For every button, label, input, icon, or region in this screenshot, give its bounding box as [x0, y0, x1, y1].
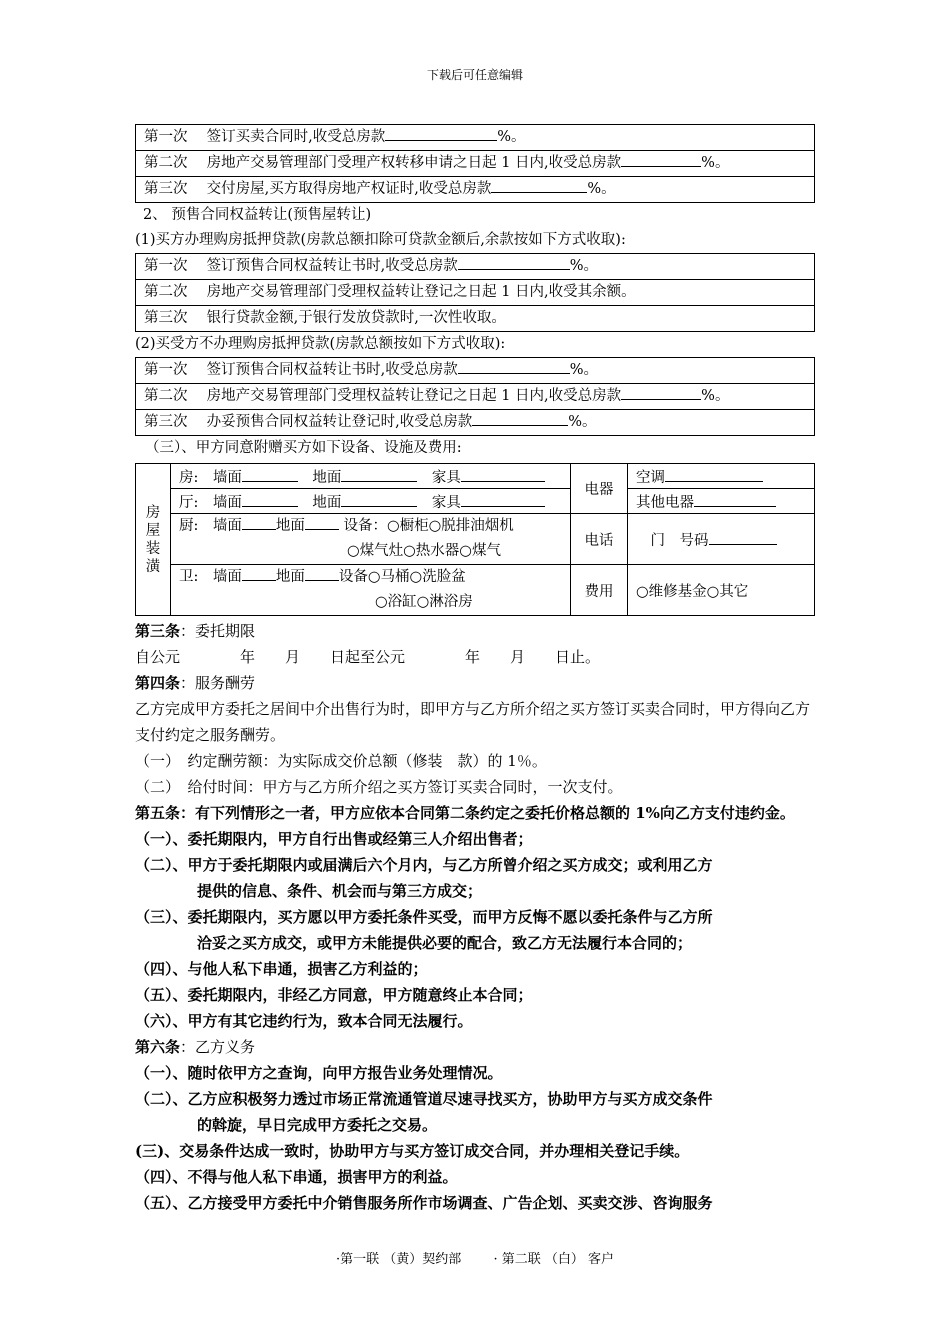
article-6: 第六条：乙方义务: [135, 1038, 256, 1056]
article-3-period: 自公元 年 月 日起至公元 年 月 日止。: [135, 648, 601, 666]
list-item: （四）、不得与他人私下串通，损害甲方的利益。: [135, 1168, 458, 1186]
table-row: 第三次 办妥预售合同权益转让登记时,收受总房款 %。: [136, 410, 815, 436]
row-label: 第三次: [144, 181, 188, 197]
blank-field[interactable]: [694, 491, 776, 507]
phone-cell: 门 号码: [628, 514, 815, 565]
other-appliance-cell: 其他电器: [628, 489, 815, 514]
contract-body: [135, 124, 815, 1216]
table-row: 第二次 房地产交易管理部门受理权益转让登记之日起 1 日内,收受其余额。: [136, 280, 815, 306]
blank-field[interactable]: [472, 410, 568, 426]
list-item: （五）、乙方接受甲方委托中介销售服务所作市场调查、广告企划、买卖交涉、咨询服务: [135, 1194, 713, 1212]
list-item: (三)、交易条件达成一致时，协助甲方与买方签订成交合同，并办理相关登记手续。: [135, 1142, 690, 1160]
blank-field[interactable]: [461, 466, 545, 482]
blank-field[interactable]: [242, 466, 298, 482]
table-row: 第二次 房地产交易管理部门受理权益转让登记之日起 1 日内,收受总房款 %。: [136, 384, 815, 410]
blank-field[interactable]: [305, 514, 339, 530]
blank-field[interactable]: [341, 491, 417, 507]
subsection-title: (1)买方办理购房抵押贷款(房款总额扣除可贷款金额后,余款按如下方式收取):: [135, 232, 626, 248]
list-item: （六）、甲方有其它违约行为，致本合同无法履行。: [135, 1012, 473, 1030]
row-label: 第一次: [144, 129, 188, 145]
blank-field[interactable]: [385, 125, 497, 141]
payment-table-3: [135, 357, 815, 436]
payment-table-2: [135, 253, 815, 332]
aircon-cell: 空调: [628, 464, 815, 489]
ting-row: 厅: 墙面 地面 家具: [171, 489, 571, 514]
article-5-list: [135, 826, 815, 1034]
blank-field[interactable]: [242, 565, 276, 581]
list-item: （一）、随时依甲方之查询，向甲方报告业务处理情况。: [135, 1064, 503, 1082]
article-5-title: 第五条：有下列情形之一者，甲方应依本合同第二条约定之委托价格总额的 1%向乙方支付违约金。: [135, 804, 795, 822]
list-item: （三）、委托期限内，买方愿以甲方委托条件买受，而甲方反悔不愿以委托条件与乙方所: [135, 908, 713, 926]
footer-left: ·第一联 （黄）契约部: [336, 1252, 462, 1267]
table-row: 第一次 签订买卖合同时,收受总房款 %。: [136, 125, 815, 151]
section-title: 2、 预售合同权益转让(预售屋转让): [143, 207, 372, 223]
list-item: （一）、委托期限内，甲方自行出售或经第三人介绍出售者；: [135, 830, 533, 848]
blank-field[interactable]: [461, 491, 545, 507]
table-row: 第二次 房地产交易管理部门受理产权转移申请之日起 1 日内,收受总房款 %。: [136, 151, 815, 177]
chu-row: 厨: 墙面 地面 设备：○橱柜○脱排油烟机 ○煤气灶○热水器○煤气: [171, 514, 571, 565]
fee-label: 费用: [571, 565, 628, 616]
page-header: 下载后可任意编辑: [426, 68, 523, 82]
list-item-continuation: 洽妥之买方成交，或甲方未能提供必要的配合，致乙方无法履行本合同的；: [197, 934, 693, 952]
decoration-table: [135, 463, 815, 616]
blank-field[interactable]: [621, 151, 701, 167]
table-row: 第一次 签订预售合同权益转让书时,收受总房款 %。: [136, 254, 815, 280]
blank-field[interactable]: [458, 254, 570, 270]
list-item-continuation: 提供的信息、条件、机会而与第三方成交；: [197, 882, 483, 900]
article-3: 第三条：委托期限: [135, 622, 256, 640]
list-item: （二）、乙方应积极努力透过市场正常流通管道尽速寻找买方，协助甲方与买方成交条件: [135, 1090, 713, 1108]
fee-options: ○维修基金○其它: [628, 565, 815, 616]
appliance-label: 电器: [571, 464, 628, 514]
blank-field[interactable]: [341, 466, 417, 482]
list-item: （二）、甲方于委托期限内或届满后六个月内，与乙方所曾介绍之买方成交；或利用乙方: [135, 856, 713, 874]
article-4-item: （二） 给付时间：甲方与乙方所介绍之买方签订买卖合同时，一次支付。: [135, 778, 623, 796]
blank-field[interactable]: [305, 565, 339, 581]
fang-row: 房: 墙面 地面 家具: [171, 464, 571, 489]
blank-field[interactable]: [242, 491, 298, 507]
gift-title: （三）、甲方同意附赠买方如下设备、设施及费用:: [145, 440, 462, 456]
article-4: 第四条：服务酬劳: [135, 674, 256, 692]
blank-field[interactable]: [458, 358, 570, 374]
row-label: 第二次: [144, 155, 188, 171]
blank-field[interactable]: [491, 177, 587, 193]
list-item-continuation: 的斡旋，早日完成甲方委托之交易。: [197, 1116, 438, 1134]
footer-right: · 第二联 （白） 客户: [493, 1252, 614, 1267]
article-6-list: [135, 1060, 815, 1216]
blank-field[interactable]: [242, 514, 276, 530]
row-text: 房地产交易管理部门受理产权转移申请之日起 1 日内,收受总房款: [206, 155, 622, 171]
table-row: 第三次 银行贷款金额,于银行发放贷款时,一次性收取。: [136, 306, 815, 332]
payment-table-1: [135, 124, 815, 203]
list-item: （五）、委托期限内，非经乙方同意，甲方随意终止本合同；: [135, 986, 533, 1004]
article-4-para: 乙方完成甲方委托之居间中介出售行为时，即甲方与乙方所介绍之买方签订买卖合同时，甲方得向乙方支付约定之服务酬劳。: [135, 700, 811, 744]
row-text: 签订买卖合同时,收受总房款: [206, 129, 386, 145]
row-text: 交付房屋,买方取得房地产权证时,收受总房款: [206, 181, 492, 197]
blank-field[interactable]: [709, 529, 777, 545]
subsection-title: (2)买受方不办理购房抵押贷款(房款总额按如下方式收取):: [135, 336, 506, 352]
wei-row: 卫: 墙面 地面 设备○马桶○洗脸盆 ○浴缸○淋浴房: [171, 565, 571, 616]
table-row: 第一次 签订预售合同权益转让书时,收受总房款 %。: [136, 358, 815, 384]
blank-field[interactable]: [665, 466, 763, 482]
phone-label: 电话: [571, 514, 628, 565]
list-item: （四）、与他人私下串通，损害乙方利益的；: [135, 960, 428, 978]
page-footer: [0, 1248, 950, 1267]
article-4-item: （一） 约定酬劳额：为实际成交价总额（修装 款）的 1％。: [135, 752, 547, 770]
decoration-side-label: 房 屋 装 潢: [136, 464, 171, 616]
blank-field[interactable]: [621, 384, 701, 400]
table-row: 第三次 交付房屋,买方取得房地产权证时,收受总房款 %。: [136, 177, 815, 203]
